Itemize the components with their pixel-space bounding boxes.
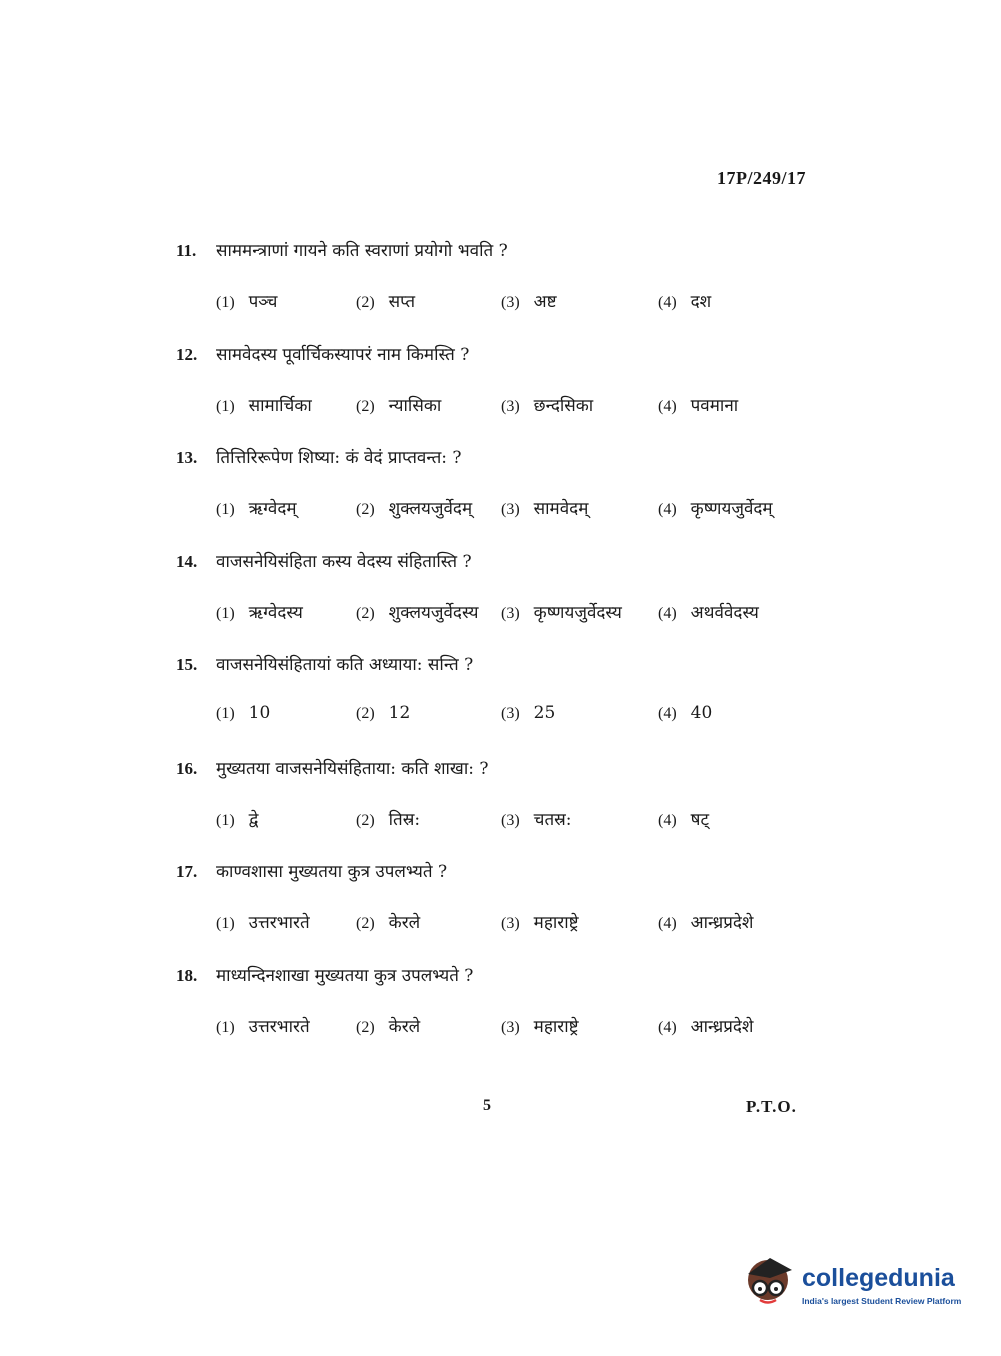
option-text: शुक्लयजुर्वेदम् bbox=[388, 499, 473, 519]
question-line bbox=[176, 342, 816, 365]
option-text: दश bbox=[690, 292, 712, 312]
question-text: मुख्यतया वाजसनेयिसंहिताया: कति शाखा: ? bbox=[216, 758, 489, 779]
option-text: आन्ध्रप्रदेशे bbox=[690, 1016, 754, 1037]
option-number: (2) bbox=[356, 397, 375, 415]
option-number: (1) bbox=[216, 501, 235, 518]
question-text: वाजसनेयिसंहितायां कति अध्याया: सन्ति ? bbox=[216, 655, 474, 675]
option-text: ऋग्वेदस्य bbox=[248, 602, 303, 623]
option-number: (1) bbox=[216, 1018, 235, 1036]
option-number: (2) bbox=[356, 811, 375, 829]
option-number: (3) bbox=[501, 294, 520, 311]
option-number: (1) bbox=[216, 604, 235, 622]
option-item bbox=[356, 393, 501, 416]
option-number: (2) bbox=[356, 705, 375, 722]
option-item bbox=[658, 600, 808, 623]
question-item bbox=[176, 549, 816, 653]
option-item bbox=[658, 703, 808, 723]
option-text: महाराष्ट्रे bbox=[533, 913, 579, 933]
option-item bbox=[658, 289, 808, 312]
option-number: (4) bbox=[658, 705, 677, 722]
option-text: न्यासिका bbox=[388, 395, 442, 416]
option-text: कृष्णयजुर्वेदस्य bbox=[533, 602, 622, 623]
question-line bbox=[176, 652, 816, 675]
option-item bbox=[658, 393, 808, 416]
option-item bbox=[216, 807, 356, 830]
option-item bbox=[501, 703, 658, 723]
question-line bbox=[176, 238, 816, 261]
option-number: (3) bbox=[501, 811, 520, 829]
option-number: (4) bbox=[658, 1018, 677, 1036]
option-item bbox=[356, 807, 501, 830]
option-text: उत्तरभारते bbox=[248, 1016, 310, 1037]
option-item bbox=[658, 1014, 808, 1037]
question-item bbox=[176, 859, 816, 963]
question-text: माध्यन्दिनशाखा मुख्यतया कुत्र उपलभ्यते ? bbox=[216, 965, 474, 986]
option-item bbox=[216, 1014, 356, 1037]
option-text: उत्तरभारते bbox=[248, 913, 310, 933]
option-number: (4) bbox=[658, 294, 677, 311]
option-number: (2) bbox=[356, 501, 375, 518]
option-text: कृष्णयजुर्वेदम् bbox=[690, 499, 773, 519]
option-text: तिस्र: bbox=[388, 809, 421, 830]
mascot-icon bbox=[740, 1248, 798, 1312]
question-item bbox=[176, 238, 816, 342]
option-text: अथर्ववेदस्य bbox=[690, 602, 759, 623]
option-row bbox=[216, 1014, 816, 1037]
logo-tagline: India's largest Student Review Platform bbox=[802, 1296, 962, 1306]
option-number: (4) bbox=[658, 501, 677, 518]
option-text: ऋग्वेदम् bbox=[248, 499, 297, 519]
option-text: सामार्चिका bbox=[248, 395, 312, 416]
option-text: षट् bbox=[690, 809, 710, 830]
page-number: 5 bbox=[483, 1097, 491, 1114]
option-row bbox=[216, 703, 816, 723]
option-text: केरले bbox=[388, 1016, 421, 1037]
option-number: (2) bbox=[356, 1018, 375, 1036]
option-number: (2) bbox=[356, 294, 375, 311]
question-text: सामवेदस्य पूर्वार्चिकस्यापरं नाम किमस्ति ? bbox=[216, 344, 470, 365]
question-number: 17. bbox=[176, 862, 198, 881]
option-number: (4) bbox=[658, 604, 677, 622]
option-text: शुक्लयजुर्वेदस्य bbox=[388, 602, 479, 623]
option-item bbox=[216, 393, 356, 416]
option-text: 10 bbox=[248, 703, 271, 723]
option-row bbox=[216, 393, 816, 416]
question-item bbox=[176, 756, 816, 860]
question-text: काण्वशासा मुख्यतया कुत्र उपलभ्यते ? bbox=[216, 862, 448, 882]
question-number: 16. bbox=[176, 758, 198, 778]
option-item bbox=[501, 600, 658, 623]
option-number: (4) bbox=[658, 397, 677, 415]
option-item bbox=[501, 289, 658, 312]
question-number: 12. bbox=[176, 344, 198, 364]
option-item bbox=[501, 807, 658, 830]
pto-label: P.T.O. bbox=[746, 1097, 797, 1116]
question-number: 13. bbox=[176, 448, 198, 467]
question-list bbox=[176, 238, 816, 1066]
option-row bbox=[216, 910, 816, 933]
option-number: (1) bbox=[216, 811, 235, 829]
option-item bbox=[658, 910, 808, 933]
option-item bbox=[501, 496, 658, 519]
option-text: सामवेदम् bbox=[533, 499, 589, 519]
question-item bbox=[176, 342, 816, 446]
option-item bbox=[356, 600, 501, 623]
option-number: (3) bbox=[501, 397, 520, 415]
question-number: 18. bbox=[176, 965, 198, 985]
option-item bbox=[658, 496, 808, 519]
option-number: (3) bbox=[501, 705, 520, 722]
option-item bbox=[216, 910, 356, 933]
collegedunia-logo bbox=[740, 1248, 970, 1318]
option-item bbox=[356, 496, 501, 519]
option-text: चतस्र: bbox=[533, 809, 572, 830]
option-text: अष्ट bbox=[533, 292, 557, 312]
option-number: (3) bbox=[501, 1018, 520, 1036]
option-number: (1) bbox=[216, 397, 235, 415]
option-text: 25 bbox=[533, 703, 556, 723]
question-number: 11. bbox=[176, 241, 197, 260]
option-item bbox=[658, 807, 808, 830]
option-number: (1) bbox=[216, 294, 235, 311]
option-text: महाराष्ट्रे bbox=[533, 1016, 579, 1037]
option-item bbox=[356, 910, 501, 933]
question-line bbox=[176, 963, 816, 986]
option-item bbox=[216, 600, 356, 623]
question-line bbox=[176, 445, 816, 468]
option-row bbox=[216, 807, 816, 830]
option-number: (4) bbox=[658, 811, 677, 829]
option-number: (2) bbox=[356, 604, 375, 622]
question-item bbox=[176, 652, 816, 756]
question-line bbox=[176, 859, 816, 882]
option-number: (3) bbox=[501, 501, 520, 518]
option-item bbox=[216, 289, 356, 312]
option-number: (3) bbox=[501, 604, 520, 622]
option-number: (4) bbox=[658, 915, 677, 932]
option-item bbox=[356, 703, 501, 723]
paper-code: 17P/249/17 bbox=[717, 168, 806, 188]
logo-name: collegedunia bbox=[802, 1264, 955, 1292]
option-row bbox=[216, 496, 816, 519]
option-number: (1) bbox=[216, 915, 235, 932]
option-number: (1) bbox=[216, 705, 235, 722]
option-item bbox=[216, 703, 356, 723]
option-text: केरले bbox=[388, 913, 421, 933]
option-item bbox=[501, 393, 658, 416]
question-item bbox=[176, 963, 816, 1067]
option-text: छन्दसिका bbox=[533, 395, 594, 416]
option-item bbox=[356, 1014, 501, 1037]
option-item bbox=[501, 910, 658, 933]
question-number: 15. bbox=[176, 655, 198, 674]
option-number: (2) bbox=[356, 915, 375, 932]
question-number: 14. bbox=[176, 551, 198, 571]
question-line bbox=[176, 549, 816, 572]
option-row bbox=[216, 289, 816, 312]
question-text: तित्तिरिरूपेण शिष्या: कं वेदं प्राप्तवन्त: ? bbox=[216, 448, 462, 468]
option-item bbox=[501, 1014, 658, 1037]
option-text: आन्ध्रप्रदेशे bbox=[690, 913, 754, 933]
option-text: द्वे bbox=[248, 809, 259, 830]
option-text: सप्त bbox=[388, 292, 416, 312]
option-text: 40 bbox=[690, 703, 713, 723]
option-number: (3) bbox=[501, 915, 520, 932]
question-line bbox=[176, 756, 816, 779]
option-item bbox=[356, 289, 501, 312]
question-text: साममन्त्राणां गायने कति स्वराणां प्रयोगो भवति ? bbox=[216, 241, 508, 261]
question-item bbox=[176, 445, 816, 549]
option-item bbox=[216, 496, 356, 519]
option-row bbox=[216, 600, 816, 623]
option-text: 12 bbox=[388, 703, 411, 723]
option-text: पवमाना bbox=[690, 395, 739, 416]
option-text: पञ्च bbox=[248, 292, 278, 312]
question-text: वाजसनेयिसंहिता कस्य वेदस्य संहितास्ति ? bbox=[216, 551, 472, 572]
